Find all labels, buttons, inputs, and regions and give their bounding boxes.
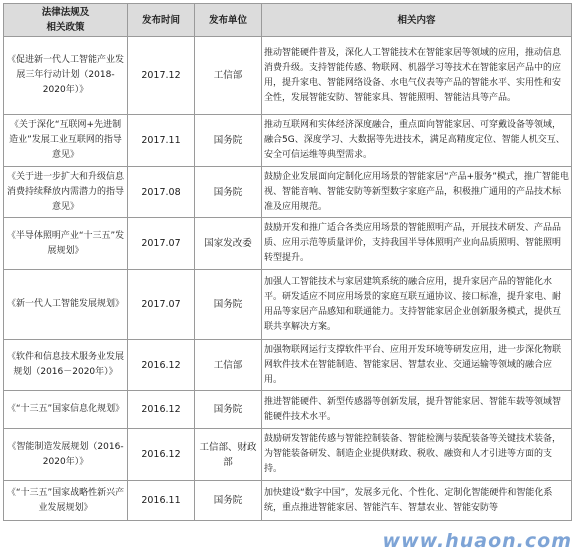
header-law: 法律法规及 相关政策 (4, 4, 128, 37)
content-cell: 推动智能硬件普及，深化人工智能技术在智能家居等领域的应用，推动信息消费升级。支持智能传感、物联网、机器学习等技术在智能家居产品中的应用，提升家电、智能网络设备、水电气仪表等产品的智能水平、实用性和安全性，发展智能安防、智能家具、智能照明、智能洁具等产品。 (262, 37, 572, 115)
table-row (4, 167, 572, 218)
content-cell: 鼓励企业发展面向定制化应用场景的智能家居“产品+服务”模式，推广智能电视、智能音响、智能安防等新型数字家庭产品，积极推广通用的产品技术标准及应用规范。 (262, 167, 572, 218)
date-cell: 2017.12 (128, 37, 195, 115)
header-date: 发布时间 (128, 4, 195, 37)
policy-table (3, 3, 572, 521)
date-cell: 2017.11 (128, 115, 195, 167)
content-cell: 推进智能硬件、新型传感器等创新发展，提升智能家居、智能车载等领域智能硬件技术水平。 (262, 391, 572, 429)
date-cell: 2016.11 (128, 481, 195, 521)
law-cell: 《半导体照明产业“十三五”发展规划》 (4, 218, 128, 270)
law-cell: 《软件和信息技术服务业发展规划（2016－2020年）》 (4, 340, 128, 391)
law-cell: 《智能制造发展规划（2016-2020年）》 (4, 429, 128, 481)
issuer-cell: 国务院 (195, 391, 262, 429)
table-row (4, 391, 572, 429)
law-cell: 《“十三五”国家战略性新兴产业发展规划》 (4, 481, 128, 521)
date-cell: 2017.07 (128, 270, 195, 340)
law-cell: 《关于深化“互联网+先进制造业”发展工业互联网的指导意见》 (4, 115, 128, 167)
table-row (4, 37, 572, 115)
date-cell: 2016.12 (128, 391, 195, 429)
issuer-cell: 工信部、财政部 (195, 429, 262, 481)
content-cell: 加强人工智能技术与家居建筑系统的融合应用，提升家居产品的智能化水平。研发适应不同应用场景的家庭互联互通协议、接口标准，提升家电、耐用品等家居产品感知和联通能力。支持智能家居企业创新服务模式，提供互联共享解决方案。 (262, 270, 572, 340)
watermark-text: www.huaon.com (382, 530, 572, 552)
law-cell: 《“十三五”国家信息化规划》 (4, 391, 128, 429)
date-cell: 2017.08 (128, 167, 195, 218)
issuer-cell: 国务院 (195, 167, 262, 218)
law-cell: 《新一代人工智能发展规划》 (4, 270, 128, 340)
issuer-cell: 工信部 (195, 340, 262, 391)
issuer-cell: 国务院 (195, 115, 262, 167)
issuer-cell: 国家发改委 (195, 218, 262, 270)
content-cell: 鼓励研发智能传感与智能控制装备、智能检测与装配装备等关键技术装备，为智能装备研发、制造企业提供财政、税收、融资和人才引进等方面的支持。 (262, 429, 572, 481)
content-cell: 推动互联网和实体经济深度融合，重点面向智能家居、可穿戴设备等领域，融合5G、深度学习、大数据等先进技术，满足高精度定位、智能人机交互、安全可信运维等典型需求。 (262, 115, 572, 167)
date-cell: 2016.12 (128, 340, 195, 391)
table-row (4, 340, 572, 391)
table-row (4, 481, 572, 521)
content-cell: 加快建设“数字中国”，发展多元化、个性化、定制化智能硬件和智能化系统，重点推进智能家居、智能汽车、智慧农业、智能安防等 (262, 481, 572, 521)
law-cell: 《关于进一步扩大和升级信息消费持续释放内需潜力的指导意见》 (4, 167, 128, 218)
content-cell: 鼓励开发和推广适合各类应用场景的智能照明产品，开展技术研发、产品品质、应用示范等质量评价，支持我国半导体照明产业向品质照明、智能照明转型提升。 (262, 218, 572, 270)
date-cell: 2017.07 (128, 218, 195, 270)
date-cell: 2016.12 (128, 429, 195, 481)
table-row (4, 270, 572, 340)
issuer-cell: 国务院 (195, 270, 262, 340)
table-row (4, 115, 572, 167)
issuer-cell: 国务院 (195, 481, 262, 521)
law-cell: 《促进新一代人工智能产业发展三年行动计划（2018-2020年）》 (4, 37, 128, 115)
table-row (4, 218, 572, 270)
table-row (4, 429, 572, 481)
content-cell: 加强物联网运行支撑软件平台、应用开发环境等研发应用，进一步深化物联网软件技术在智能制造、智能家居、智慧农业、交通运输等领域的融合应用。 (262, 340, 572, 391)
issuer-cell: 工信部 (195, 37, 262, 115)
header-content: 相关内容 (262, 4, 572, 37)
table-header-row (4, 4, 572, 37)
header-issuer: 发布单位 (195, 4, 262, 37)
